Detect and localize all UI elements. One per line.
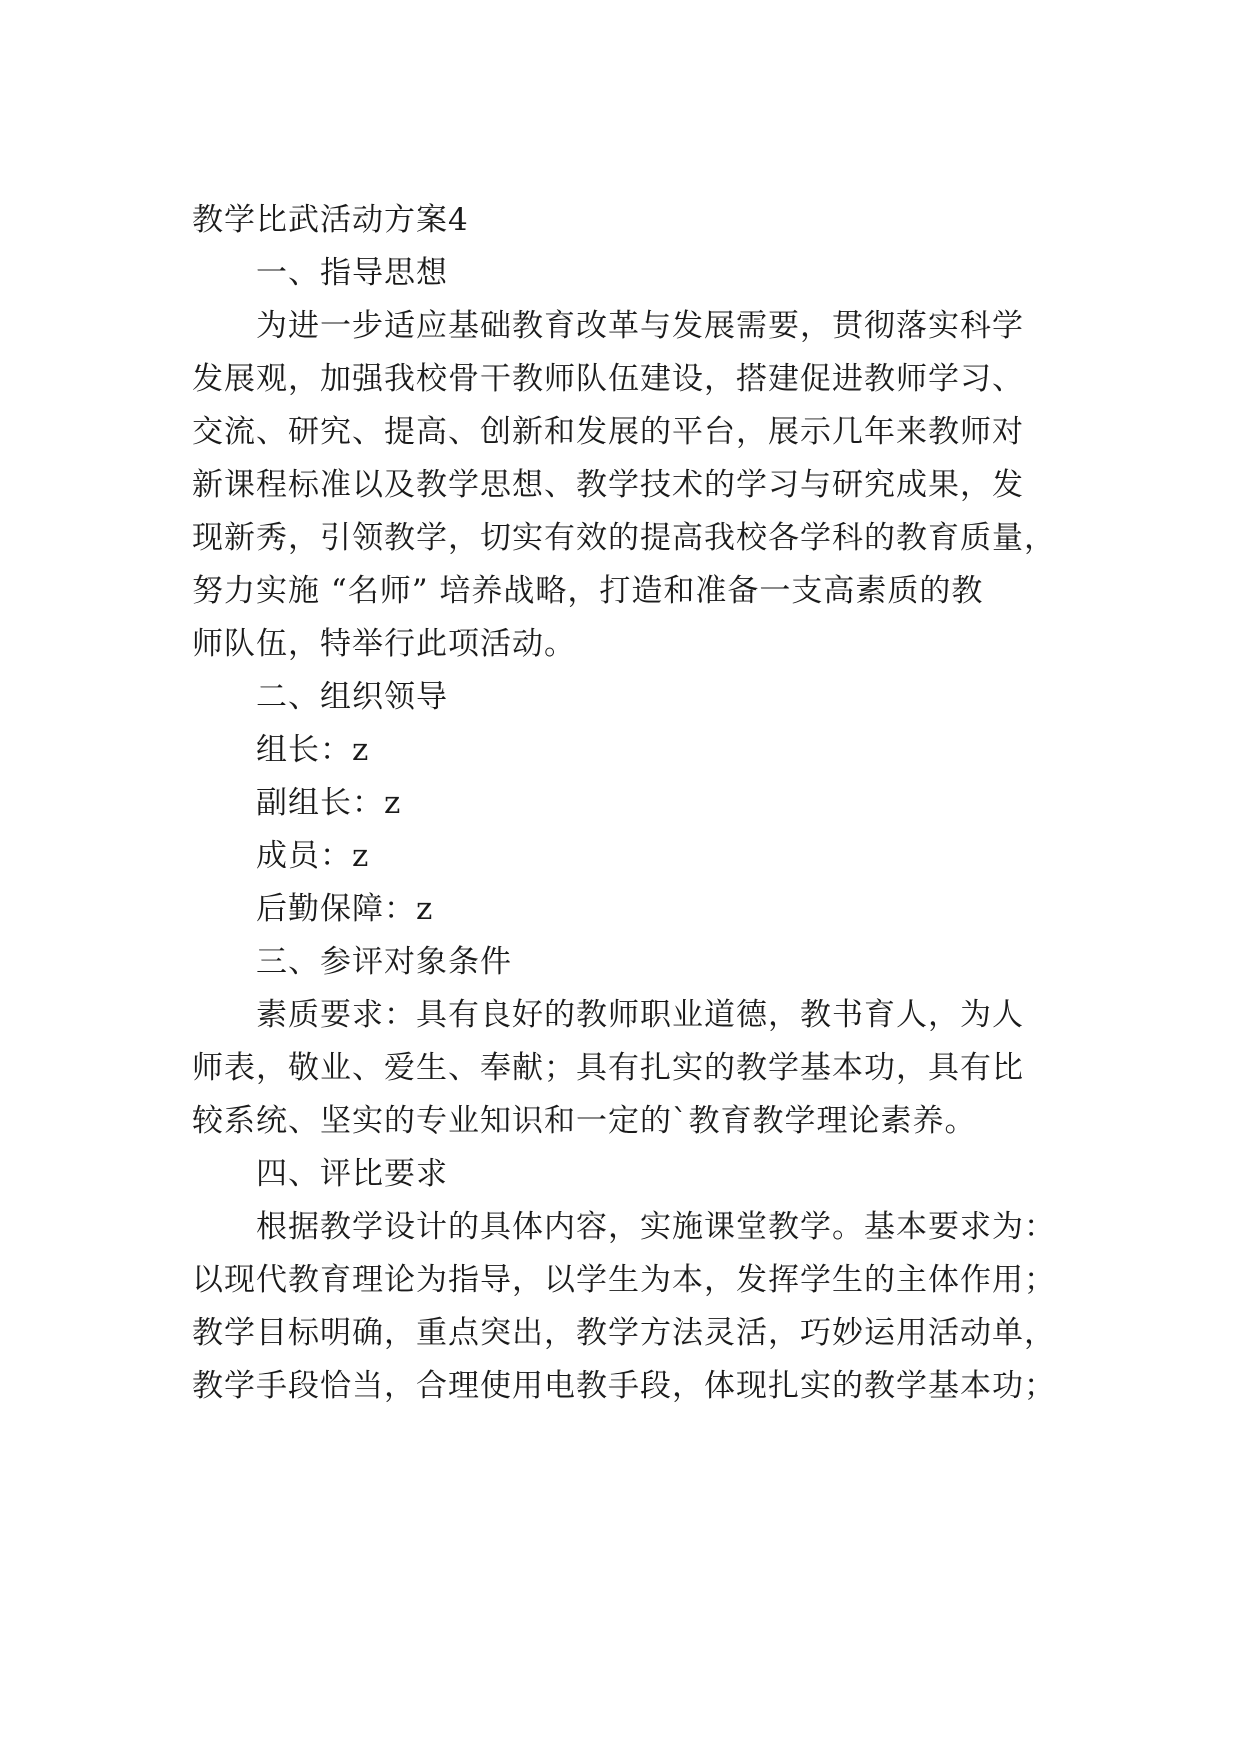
section-heading-guiding-ideology: 一、指导思想: [256, 255, 448, 291]
section-heading-requirements: 四、评比要求: [256, 1156, 448, 1192]
paragraph-line: 师表，敬业、爱生、奉献；具有扎实的教学基本功，具有比: [192, 1050, 1024, 1086]
paragraph-line: 根据教学设计的具体内容，实施课堂教学。基本要求为：: [256, 1209, 1056, 1245]
paragraph-line: 以现代教育理论为指导，以学生为本，发挥学生的主体作用；: [192, 1262, 1056, 1298]
paragraph-line: 师队伍，特举行此项活动。: [192, 626, 576, 662]
paragraph-line: 教学目标明确，重点突出，教学方法灵活，巧妙运用活动单，: [192, 1315, 1056, 1351]
paragraph-line: 素质要求：具有良好的教师职业道德，教书育人，为人: [256, 997, 1024, 1033]
section-heading-eligibility: 三、参评对象条件: [256, 944, 512, 980]
paragraph-line: 发展观，加强我校骨干教师队伍建设，搭建促进教师学习、: [192, 361, 1024, 397]
paragraph-line: 交流、研究、提高、创新和发展的平台，展示几年来教师对: [192, 414, 1024, 450]
paragraph-line: 现新秀，引领教学，切实有效的提高我校各学科的教育质量，: [192, 520, 1056, 556]
paragraph-line: 新课程标准以及教学思想、教学技术的学习与研究成果，发: [192, 467, 1024, 503]
paragraph-line: 较系统、坚实的专业知识和一定的`教育教学理论素养。: [192, 1103, 977, 1139]
list-item-members: 成员：z: [256, 838, 370, 874]
section-heading-organization: 二、组织领导: [256, 679, 448, 715]
document-title: 教学比武活动方案4: [192, 202, 469, 238]
list-item-logistics: 后勤保障：z: [256, 891, 434, 927]
paragraph-line: 努力实施 “名师” 培养战略，打造和准备一支高素质的教: [192, 573, 984, 609]
list-item-deputy-leader: 副组长：z: [256, 785, 402, 821]
paragraph-line: 为进一步适应基础教育改革与发展需要，贯彻落实科学: [256, 308, 1024, 344]
paragraph-line: 教学手段恰当，合理使用电教手段，体现扎实的教学基本功；: [192, 1368, 1056, 1404]
list-item-leader: 组长：z: [256, 732, 370, 768]
